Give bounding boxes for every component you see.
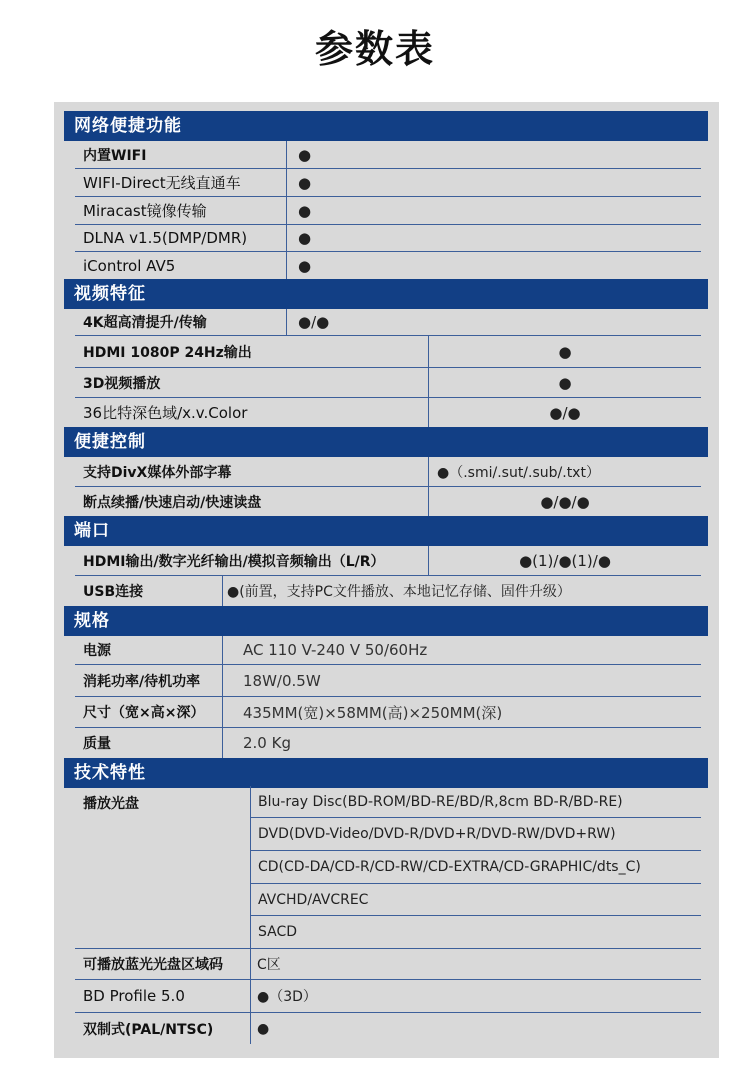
- spec-row: [75, 225, 701, 252]
- spec-label: HDMI输出/数字光纤输出/模拟音频输出（L/R）: [83, 553, 385, 570]
- spec-label: 可播放蓝光光盘区域码: [83, 957, 223, 973]
- disc-format: DVD(DVD-Video/DVD-R/DVD+R/DVD-RW/DVD+RW): [258, 826, 616, 842]
- column-divider: [286, 225, 287, 251]
- disc-format: CD(CD-DA/CD-R/CD-RW/CD-EXTRA/CD-GRAPHIC/dts_C): [258, 859, 641, 875]
- column-divider: [222, 697, 223, 727]
- spec-label: 双制式(PAL/NTSC): [83, 1021, 214, 1038]
- disc-format-row: [251, 916, 701, 948]
- section-header-tech: 技术特性: [64, 758, 708, 788]
- section-header-ports: 端口: [64, 516, 708, 546]
- spec-value: ●（3D）: [257, 989, 317, 1005]
- page-title: 参数表: [314, 27, 435, 71]
- spec-value: ●/●: [298, 313, 330, 331]
- spec-label: Miracast镜像传输: [83, 202, 207, 220]
- spec-row: [75, 457, 701, 487]
- column-divider: [250, 949, 251, 979]
- column-divider: [222, 576, 223, 606]
- column-divider: [286, 141, 287, 168]
- spec-value: 2.0 Kg: [243, 734, 291, 752]
- spec-value: ●: [298, 145, 312, 164]
- spec-label: WIFI-Direct无线直通车: [83, 174, 241, 192]
- spec-value: ●: [298, 256, 312, 275]
- spec-row: [75, 665, 701, 697]
- spec-row: [75, 948, 701, 980]
- spec-label: 支持DivX媒体外部字幕: [83, 464, 232, 481]
- spec-row: [75, 487, 701, 516]
- spec-value: ●/●: [549, 403, 581, 422]
- spec-value: ●（.smi/.sut/.sub/.txt）: [437, 464, 600, 481]
- spec-label: BD Profile 5.0: [83, 987, 185, 1005]
- column-divider: [222, 728, 223, 758]
- spec-label: HDMI 1080P 24Hz输出: [83, 344, 252, 361]
- spec-label: 尺寸（宽×高×深）: [83, 705, 205, 721]
- spec-row: [75, 728, 701, 758]
- spec-row: [75, 141, 701, 169]
- column-divider: [222, 636, 223, 664]
- spec-value: AC 110 V-240 V 50/60Hz: [243, 641, 428, 659]
- spec-row: [75, 309, 701, 336]
- spec-label: DLNA v1.5(DMP/DMR): [83, 229, 248, 247]
- spec-row: [75, 980, 701, 1013]
- section-header-control: 便捷控制: [64, 427, 708, 457]
- section-header-network: 网络便捷功能: [64, 111, 708, 141]
- spec-value: ●(前置，支持PC文件播放、本地记忆存储、固件升级）: [227, 584, 571, 600]
- spec-row: [75, 336, 701, 368]
- column-divider: [222, 665, 223, 696]
- spec-row: [75, 197, 701, 225]
- spec-label: 电源: [83, 643, 111, 659]
- spec-value: ●(1)/●(1)/●: [519, 551, 611, 570]
- spec-label: 36比特深色域/x.v.Color: [83, 404, 248, 422]
- spec-row: [75, 398, 701, 427]
- spec-label: 3D视频播放: [83, 375, 161, 392]
- spec-label: iControl AV5: [83, 256, 176, 275]
- column-divider: [428, 457, 429, 486]
- spec-row: [75, 169, 701, 197]
- spec-value: ●: [558, 342, 572, 361]
- column-divider: [286, 309, 287, 335]
- spec-value: C区: [257, 957, 281, 973]
- spec-label: 断点续播/快速启动/快速读盘: [83, 494, 262, 511]
- disc-format-row: [251, 851, 701, 884]
- spec-row: [75, 252, 701, 279]
- spec-value: 435MM(宽)×58MM(高)×250MM(深): [243, 703, 503, 722]
- disc-format: SACD: [258, 924, 298, 940]
- spec-value: ●/●/●: [540, 492, 590, 511]
- disc-format-row: [251, 884, 701, 916]
- spec-label: USB连接: [83, 584, 144, 600]
- section-header-video: 视频特征: [64, 279, 708, 309]
- spec-row: [75, 697, 701, 728]
- column-divider: [250, 1013, 251, 1044]
- spec-row: [75, 368, 701, 398]
- spec-row: [75, 546, 701, 576]
- spec-row: [75, 576, 701, 606]
- section-header-specs: 规格: [64, 606, 708, 636]
- column-divider: [286, 169, 287, 196]
- spec-row: [75, 636, 701, 665]
- spec-value: ●: [298, 201, 312, 220]
- spec-label: 4K超高清提升/传输: [83, 315, 207, 331]
- spec-value: ●: [298, 229, 312, 247]
- spec-label: 质量: [83, 736, 111, 752]
- column-divider: [286, 252, 287, 279]
- spec-label: 内置WIFI: [83, 147, 147, 164]
- disc-format: Blu-ray Disc(BD-ROM/BD-RE/BD/R,8cm BD-R/BD-RE): [258, 793, 623, 810]
- spec-value: ●: [298, 173, 312, 192]
- disc-format-row: [251, 818, 701, 851]
- column-divider: [250, 980, 251, 1012]
- spec-label: 消耗功率/待机功率: [83, 673, 201, 690]
- disc-format: AVCHD/AVCREC: [258, 891, 369, 908]
- spec-value: ●: [558, 373, 572, 392]
- spec-value: 18W/0.5W: [243, 671, 321, 690]
- spec-value: ●: [257, 1020, 270, 1037]
- disc-format-row: [251, 786, 701, 818]
- disc-formats-label: 播放光盘: [83, 796, 139, 812]
- column-divider: [286, 197, 287, 224]
- spec-row: [75, 1013, 701, 1044]
